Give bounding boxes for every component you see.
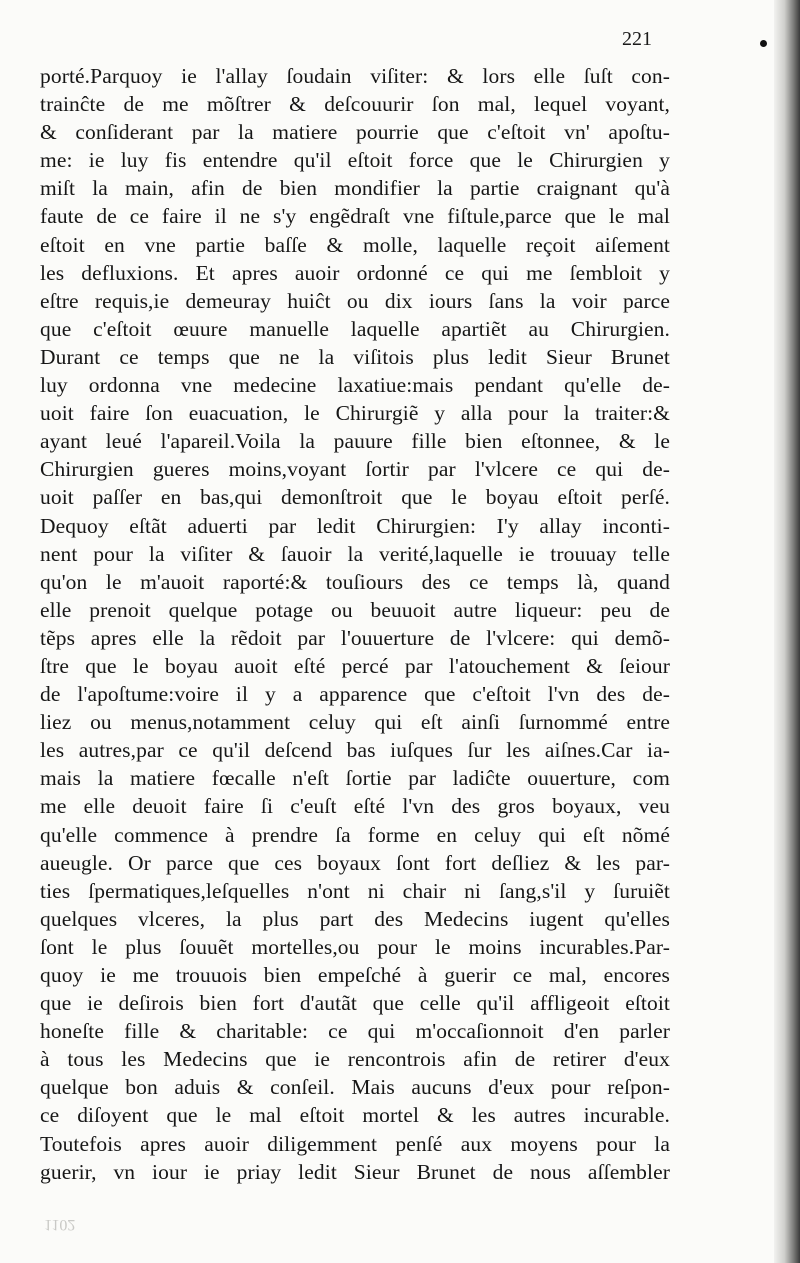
text-line: elle prenoit quelque potage ou beuuoit autre liqueur: peu de xyxy=(40,597,670,622)
text-line: & conſiderant par la matiere pourrie que c'eſtoit vn' apoſtu- xyxy=(40,120,670,145)
text-line: qu'on le m'auoit raporté:& touſiours des ce temps là, quand xyxy=(40,569,670,594)
text-line: aueugle. Or parce que ces boyaux ſont fort deſliez & les par- xyxy=(40,850,670,875)
text-line: à tous les Medecins que ie rencontrois afin de retirer d'eux xyxy=(40,1047,670,1072)
text-line: Durant ce temps que ne la viſitois plus ledit Sieur Brunet xyxy=(40,344,670,369)
text-line: ſtre que le boyau auoit eſté percé par l'atouchement & ſeiour xyxy=(40,653,670,678)
text-line: miſt la main, afin de bien mondifier la partie craignant qu'à xyxy=(40,176,670,201)
text-line: me: ie luy fis entendre qu'il eſtoit force que le Chirurgien y xyxy=(40,148,670,173)
text-line: les defluxions. Et apres auoir ordonné ce qui me ſembloit y xyxy=(40,260,670,285)
ink-dot xyxy=(760,40,767,47)
text-line: eſtoit en vne partie baſſe & molle, laquelle reçoit aiſement xyxy=(40,232,670,257)
text-line: ſont le plus ſouuẽt mortelles,ou pour le moins incurables.Par- xyxy=(40,934,670,959)
text-line: Dequoy eſtãt aduerti par ledit Chirurgien: I'y allay inconti- xyxy=(40,513,670,538)
text-line: que c'eſtoit œuure manuelle laquelle apartiẽt au Chirurgien. xyxy=(40,316,670,341)
text-line: nent pour la viſiter & ſauoir la verité,laquelle ie trouuay telle xyxy=(40,541,670,566)
text-line: les autres,par ce qu'il deſcend bas iuſques ſur les aiſnes.Car ia- xyxy=(40,738,670,763)
text-line: qu'elle commence à prendre ſa forme en celuy qui eſt nõmé xyxy=(40,822,670,847)
text-line: uoit paſſer en bas,qui demonſtroit que le boyau eſtoit perſé. xyxy=(40,485,670,510)
text-line: honeſte fille & charitable: ce qui m'occaſionnoit d'en parler xyxy=(40,1019,670,1044)
text-line: liez ou menus,notamment celuy qui eſt ainſi ſurnommé entre xyxy=(40,710,670,735)
text-line: trainĉte de me mõſtrer & deſcouurir ſon mal, lequel voyant, xyxy=(40,92,670,117)
text-line: porté.Parquoy ie l'allay ſoudain viſiter: & lors elle ſuſt con- xyxy=(40,64,670,88)
body-text xyxy=(40,62,680,1186)
text-line: que ie deſirois bien fort d'autãt que celle qu'il affligeoit eſtoit xyxy=(40,991,670,1016)
text-line: tẽps apres elle la rẽdoit par l'ouuerture de l'vlcere: qui demõ- xyxy=(40,625,670,650)
text-line: quelque bon aduis & conſeil. Mais aucuns d'eux pour reſpon- xyxy=(40,1075,670,1100)
text-line: uoit faire ſon euacuation, le Chirurgiẽ y alla pour la traiter:& xyxy=(40,401,670,426)
text-line: me elle deuoit faire ſi c'euſt eſté l'vn des gros boyaux, veu xyxy=(40,794,670,819)
text-line: eſtre requis,ie demeuray huiĉt ou dix iours ſans la voir parce xyxy=(40,288,670,313)
text-line: luy ordonna vne medecine laxatiue:mais pendant qu'elle de- xyxy=(40,373,670,398)
text-line: faute de ce faire il ne s'y engẽdraſt vne fiſtule,parce que le mal xyxy=(40,204,670,229)
text-line: guerir, vn iour ie priay ledit Sieur Brunet de nous aſſembler xyxy=(40,1159,670,1184)
text-line: mais la matiere fœcalle n'eſt ſortie par ladiĉte ouuerture, com xyxy=(40,766,670,791)
text-line: quoy ie me trouuois bien empeſché à guerir ce mal, encores xyxy=(40,963,670,987)
text-line: ties ſpermatiques,leſquelles n'ont ni chair ni ſang,s'il y ſuruiẽt xyxy=(40,878,670,903)
binding-edge xyxy=(774,0,800,1263)
page-number: 221 xyxy=(622,28,652,50)
text-line: Toutefois apres auoir diligemment penſé aux moyens pour la xyxy=(40,1131,670,1156)
text-line: ayant leué l'apareil.Voila la pauure fille bien eſtonnee, & le xyxy=(40,429,670,454)
text-line: de l'apoſtume:voire il y a apparence que c'eſtoit l'vn des de- xyxy=(40,682,670,707)
text-line: Chirurgien gueres moins,voyant ſortir par l'vlcere ce qui de- xyxy=(40,457,670,482)
bleed-through-text: 1102 xyxy=(44,1216,76,1233)
text-line: ce diſoyent que le mal eſtoit mortel & les autres incurable. xyxy=(40,1103,670,1128)
text-line: quelques vlceres, la plus part des Medecins iugent qu'elles xyxy=(40,906,670,931)
